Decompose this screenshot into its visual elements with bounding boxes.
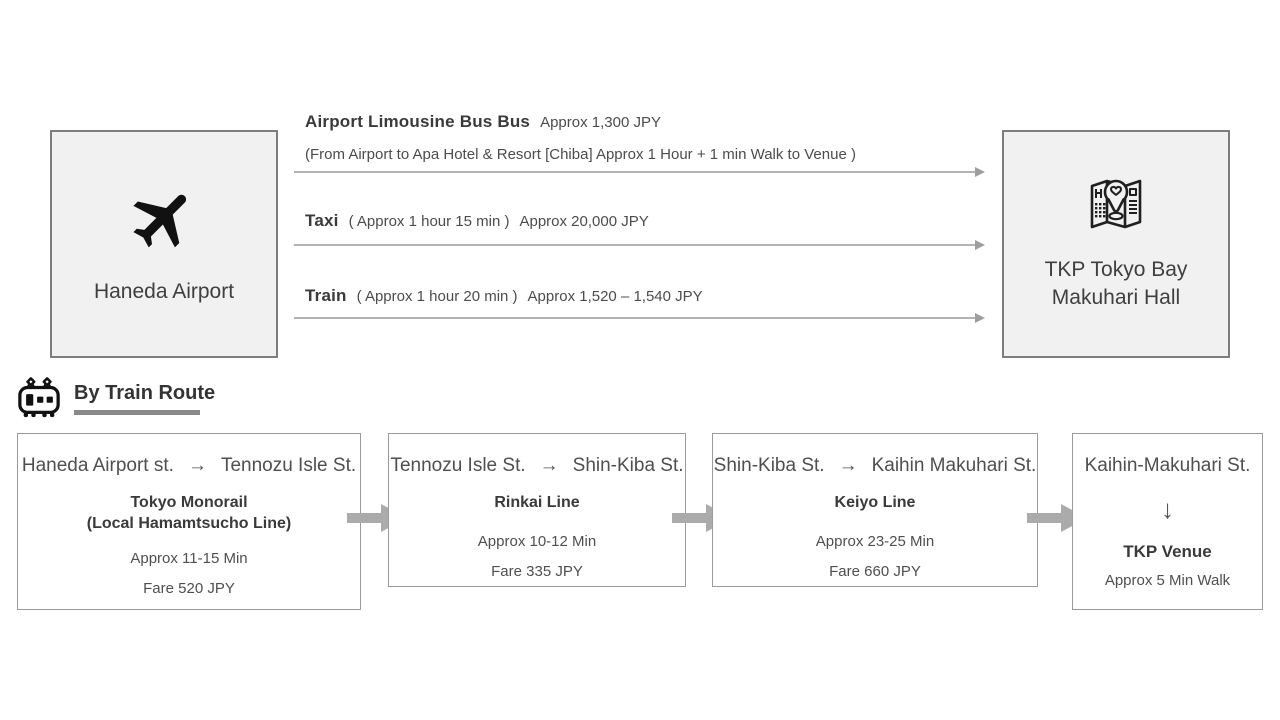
train-step-final-walk (1072, 433, 1263, 610)
line-name-2: (Local Hamamtsucho Line) (86, 515, 292, 532)
train-step-keiyo (712, 433, 1038, 587)
train-step-monorail (17, 433, 361, 610)
right-arrow-icon: → (539, 455, 559, 476)
to-station: Shin-Kiba St. (572, 455, 684, 476)
by-train-route-header (16, 376, 215, 420)
from-station: Tennozu Isle St. (390, 455, 526, 476)
bus-route-price: Approx 1,300 JPY (540, 114, 661, 131)
step-fare: Fare 660 JPY (829, 563, 921, 580)
step-duration: Approx 10-12 Min (477, 533, 597, 550)
map-pin-icon (1084, 176, 1148, 234)
train-route-duration: ( Approx 1 hour 20 min ) (356, 288, 518, 305)
train-icon (16, 376, 62, 420)
train-route-price: Approx 1,520 – 1,540 JPY (527, 288, 703, 305)
down-arrow-icon: ↓ (1161, 494, 1174, 524)
to-station: Kaihin Makuhari St. (871, 455, 1037, 476)
origin-label: Haneda Airport (93, 280, 235, 303)
train-route-name: Train (305, 286, 347, 305)
taxi-route-price: Approx 20,000 JPY (519, 213, 649, 230)
bus-route-arrow-line (294, 171, 975, 173)
step-duration: Approx 23-25 Min (815, 533, 935, 550)
bus-route-note: (From Airport to Apa Hotel & Resort [Chiba] Approx 1 Hour + 1 min Walk to Venue ) (305, 146, 856, 163)
station-row (22, 455, 356, 477)
station-row (714, 455, 1037, 477)
destination-label-line2: Makuhari Hall (1051, 286, 1181, 309)
venue-name: TKP Venue (1123, 542, 1212, 561)
taxi-route-arrow-line (294, 244, 975, 246)
train-step-rinkai (388, 433, 686, 587)
destination-label-line1: TKP Tokyo Bay (1044, 258, 1188, 281)
line-name: Keiyo Line (834, 494, 916, 511)
taxi-route-title (305, 211, 649, 231)
step-fare: Fare 520 JPY (143, 580, 235, 597)
line-name: Rinkai Line (494, 494, 580, 511)
bus-route-title (305, 112, 661, 132)
station-row (390, 455, 683, 477)
train-route-arrow-line (294, 317, 975, 319)
final-station: Kaihin-Makuhari St. (1084, 455, 1251, 476)
train-route-title (305, 286, 703, 306)
from-station: Haneda Airport st. (21, 455, 174, 476)
walk-duration: Approx 5 Min Walk (1104, 572, 1231, 589)
step-fare: Fare 335 JPY (491, 563, 583, 580)
taxi-route-duration: ( Approx 1 hour 15 min ) (348, 213, 510, 230)
taxi-route-name: Taxi (305, 211, 339, 230)
airplane-icon (127, 182, 201, 256)
bus-route-name: Airport Limousine Bus Bus (305, 112, 531, 131)
origin-box-haneda-airport (50, 130, 278, 358)
title-underline (74, 410, 200, 415)
right-arrow-icon: → (838, 455, 858, 476)
right-arrow-icon: → (187, 455, 207, 476)
destination-box-tkp-hall (1002, 130, 1230, 358)
by-train-route-title: By Train Route (74, 382, 216, 404)
line-name: Tokyo Monorail (130, 494, 248, 511)
step-duration: Approx 11-15 Min (130, 550, 248, 567)
from-station: Shin-Kiba St. (713, 455, 825, 476)
to-station: Tennozu Isle St. (220, 455, 357, 476)
